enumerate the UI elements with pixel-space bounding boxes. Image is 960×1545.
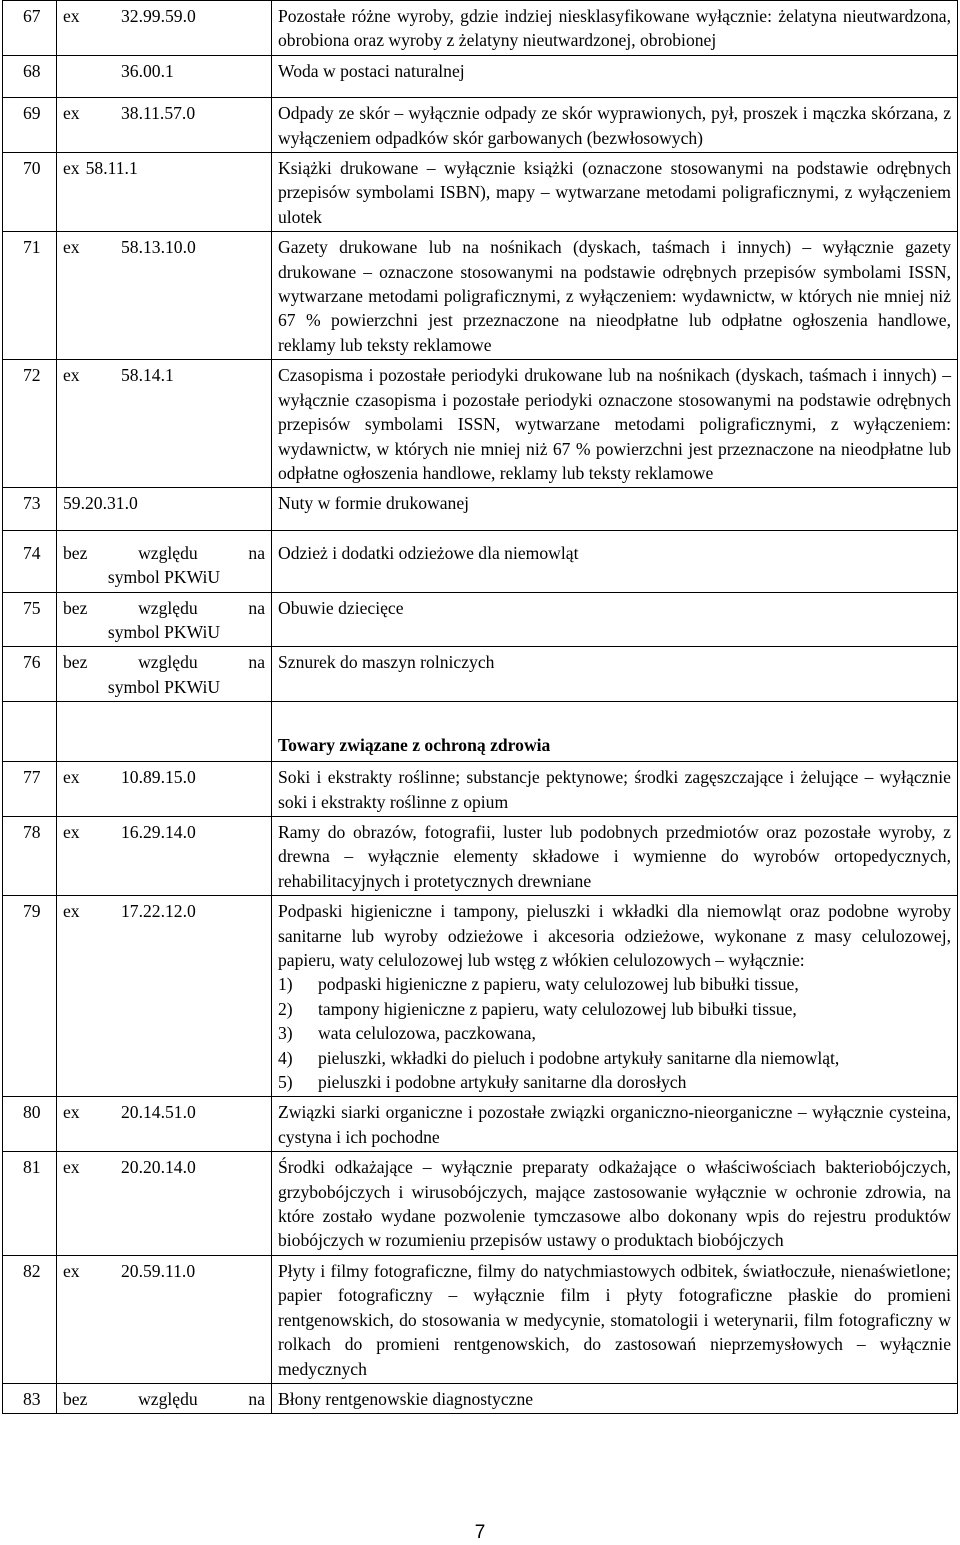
document-page — [2, 0, 958, 1414]
table-row — [3, 647, 958, 702]
table-row — [3, 592, 958, 647]
description: Gazety drukowane lub na nośnikach (dyskach, taśmach i innych) – wyłącznie gazety drukowane – oznaczone stosowanymi na podstawie odrębnych przepisów symbolami ISSN, wytwarzane metodami poligraficznymi, z wyłączeniem: wydawnictw, w których nie mniej niż 67 % powierzchni jest przeznaczone na nieodpłatne lub odpłatne ogłoszenia handlowe, reklamy lub teksty reklamowe — [272, 232, 958, 360]
description: Środki odkażające – wyłącznie preparaty odkażające o właściwościach bakteriobójczych, grzybobójczych i wirusobójczych, mające zastosowanie wyłącznie w ochronie zdrowia, na które zostało wydane pozwolenie tymczasowe albo dokonany wpis do rejestru produktów biobójczych w rozumieniu przepisów ustawy o produktach biobójczych — [272, 1152, 958, 1256]
list-item — [278, 1070, 951, 1094]
empty-cell — [3, 702, 57, 762]
row-number: 71 — [3, 232, 57, 360]
code-value: 10.89.15.0 — [121, 767, 196, 788]
row-number: 76 — [3, 647, 57, 702]
pkwiu-code — [57, 1, 272, 56]
table-row — [3, 1255, 958, 1383]
row-number: 74 — [3, 530, 57, 592]
table-row — [3, 360, 958, 488]
pkwiu-code — [57, 98, 272, 153]
item-list — [278, 972, 951, 1094]
empty-cell — [57, 702, 272, 762]
description-text: Podpaski higieniczne i tampony, pieluszki i wkładki dla niemowląt oraz podobne wyroby sanitarne lub wyroby odzieżowe i akcesoria odzieżowe, wykonane z masy celulozowej, papieru, waty celulozowej lub wstęg z włókien celulozowych – wyłącznie: — [278, 901, 951, 970]
list-item — [278, 972, 951, 996]
table-row — [3, 1097, 958, 1152]
table-row — [3, 98, 958, 153]
pkwiu-code — [57, 530, 272, 592]
description: Ramy do obrazów, fotografii, luster lub podobnych przedmiotów oraz pozostałe wyroby, z drewna – wyłącznie elementy składowe i wymienne do wyrobów ortopedycznych, rehabilitacyjnych i protetycznych drewniane — [272, 816, 958, 895]
code-value: 16.29.14.0 — [121, 821, 196, 842]
table-row — [3, 232, 958, 360]
ex-marker: ex — [63, 767, 80, 788]
code-value: 59.20.31.0 — [63, 493, 138, 514]
code-value: 20.59.11.0 — [121, 1260, 196, 1281]
ex-marker: ex — [63, 103, 80, 124]
item-text: wata celulozowa, paczkowana, — [318, 1023, 536, 1044]
item-text: pieluszki, wkładki do pieluch i podobne artykuły sanitarne dla niemowląt, — [318, 1047, 840, 1068]
pkwiu-code — [57, 360, 272, 488]
table-row — [3, 55, 958, 97]
item-text: tampony higieniczne z papieru, waty celulozowej lub bibułki tissue, — [318, 998, 797, 1019]
item-number: 3) — [278, 1023, 293, 1044]
item-number: 1) — [278, 974, 293, 995]
row-number: 78 — [3, 816, 57, 895]
table-row — [3, 530, 958, 592]
code-value: 58.11.1 — [85, 158, 138, 179]
description: Sznurek do maszyn rolniczych — [272, 647, 958, 702]
description: Obuwie dziecięce — [272, 592, 958, 647]
description: Soki i ekstrakty roślinne; substancje pektynowe; środki zagęszczające i żelujące – wyłącznie soki i ekstrakty roślinne z opium — [272, 762, 958, 817]
table-row — [3, 762, 958, 817]
ex-marker: ex — [63, 158, 80, 179]
description: Płyty i filmy fotograficzne, filmy do natychmiastowych odbitek, światłoczułe, nienaświetlone; papier fotograficzny – wyłącznie film i płyty fotograficzne płaskie do promieni rentgenowskich, do stosowania w medycynie, stomatologii i weterynarii, film fotograficzny w rolkach do promieni rentgenowskich, do zastosowań nieprzemysłowych – wyłącznie medycznych — [272, 1255, 958, 1383]
item-number: 2) — [278, 998, 293, 1019]
code-value: 36.00.1 — [121, 60, 174, 81]
row-number: 73 — [3, 488, 57, 530]
row-number: 81 — [3, 1152, 57, 1256]
item-text: podpaski higieniczne z papieru, waty celulozowej lub bibułki tissue, — [318, 974, 799, 995]
row-number: 77 — [3, 762, 57, 817]
any-code-note: bez względu na — [63, 1388, 265, 1409]
ex-marker: ex — [63, 1260, 80, 1281]
pkwiu-code — [57, 816, 272, 895]
ex-marker — [63, 59, 97, 83]
symbol-note: symbol PKWiU — [107, 676, 221, 697]
row-number: 79 — [3, 896, 57, 1097]
table-row — [3, 153, 958, 232]
code-value: 58.13.10.0 — [121, 237, 196, 258]
code-value: 32.99.59.0 — [121, 6, 196, 26]
list-item — [278, 1021, 951, 1045]
row-number: 80 — [3, 1097, 57, 1152]
list-item — [278, 1046, 951, 1070]
table-row — [3, 816, 958, 895]
pkwiu-code — [57, 55, 272, 97]
pkwiu-code — [57, 153, 272, 232]
table-row — [3, 1383, 958, 1413]
row-number: 82 — [3, 1255, 57, 1383]
table-row — [3, 1, 958, 56]
section-heading-row — [3, 702, 958, 762]
ex-marker: ex — [63, 6, 80, 26]
list-item — [278, 997, 951, 1021]
description: Błony rentgenowskie diagnostyczne — [272, 1383, 958, 1413]
ex-marker: ex — [63, 237, 80, 258]
pkwiu-code — [57, 232, 272, 360]
row-number: 67 — [3, 1, 57, 56]
item-text: pieluszki i podobne artykuły sanitarne dla dorosłych — [318, 1072, 687, 1093]
ex-marker: ex — [63, 821, 80, 842]
page-number: 7 — [474, 1522, 486, 1543]
row-number: 69 — [3, 98, 57, 153]
code-value: 17.22.12.0 — [121, 901, 196, 922]
goods-table — [2, 0, 958, 1414]
row-number: 75 — [3, 592, 57, 647]
symbol-note: symbol PKWiU — [107, 621, 221, 642]
description: Związki siarki organiczne i pozostałe związki organiczno-nieorganiczne – wyłącznie cysteina, cystyna i ich pochodne — [272, 1097, 958, 1152]
pkwiu-code — [57, 1097, 272, 1152]
table-row — [3, 488, 958, 530]
description — [272, 55, 958, 97]
pkwiu-code — [57, 1152, 272, 1256]
code-value: 20.20.14.0 — [121, 1157, 196, 1178]
ex-marker: ex — [63, 365, 80, 386]
ex-marker: ex — [63, 901, 80, 922]
code-value: 58.14.1 — [121, 365, 174, 386]
any-code-note: bez względu na — [63, 542, 265, 563]
code-value: 38.11.57.0 — [121, 103, 196, 124]
pkwiu-code — [57, 1255, 272, 1383]
item-number: 5) — [278, 1072, 293, 1093]
ex-marker: ex — [63, 1157, 80, 1178]
description: Pozostałe różne wyroby, gdzie indziej niesklasyfikowane wyłącznie: żelatyna nieutwardzona, obrobiona oraz wyroby z żelatyny nieutwardzonej, obrobionej — [272, 1, 958, 56]
description-text: Nuty w formie drukowanej — [278, 493, 470, 514]
ex-marker: ex — [63, 1102, 80, 1123]
description: Odpady ze skór – wyłącznie odpady ze skór wyprawionych, pył, proszek i mączka skórzana, z wyłączeniem odpadków skór garbowanych (bezwłosowych) — [272, 98, 958, 153]
description — [272, 488, 958, 530]
row-number: 68 — [3, 55, 57, 97]
code-value: 20.14.51.0 — [121, 1102, 196, 1123]
row-number: 83 — [3, 1383, 57, 1413]
any-code-note: bez względu na — [63, 652, 265, 673]
table-row — [3, 896, 958, 1097]
section-heading-cell — [272, 702, 958, 762]
description — [272, 896, 958, 1097]
pkwiu-code — [57, 647, 272, 702]
pkwiu-code — [57, 488, 272, 530]
row-number: 72 — [3, 360, 57, 488]
pkwiu-code — [57, 896, 272, 1097]
description: Książki drukowane – wyłącznie książki (oznaczone stosowanymi na podstawie odrębnych przepisów symbolami ISBN), mapy – wytwarzane metodami poligraficznymi, z wyłączeniem ulotek — [272, 153, 958, 232]
description: Odzież i dodatki odzieżowe dla niemowląt — [272, 530, 958, 592]
item-number: 4) — [278, 1047, 293, 1068]
pkwiu-code — [57, 592, 272, 647]
pkwiu-code — [57, 762, 272, 817]
table-row — [3, 1152, 958, 1256]
section-heading: Towary związane z ochroną zdrowia — [278, 734, 551, 755]
any-code-note: bez względu na — [63, 597, 265, 618]
row-number: 70 — [3, 153, 57, 232]
description: Czasopisma i pozostałe periodyki drukowane lub na nośnikach (dyskach, taśmach i innych) – wyłącznie czasopisma i pozostałe periodyki oznaczone stosowanymi na podstawie odrębnych przepisów symbolami ISSN, wytwarzane metodami poligraficznymi, z wyłączeniem: wydawnictw, w których nie mniej niż 67 % powierzchni jest przeznaczone na nieodpłatne lub odpłatne ogłoszenia handlowe, reklamy lub teksty reklamowe — [272, 360, 958, 488]
description-text: Woda w postaci naturalnej — [278, 60, 465, 81]
pkwiu-code — [57, 1383, 272, 1413]
symbol-note: symbol PKWiU — [107, 567, 221, 588]
